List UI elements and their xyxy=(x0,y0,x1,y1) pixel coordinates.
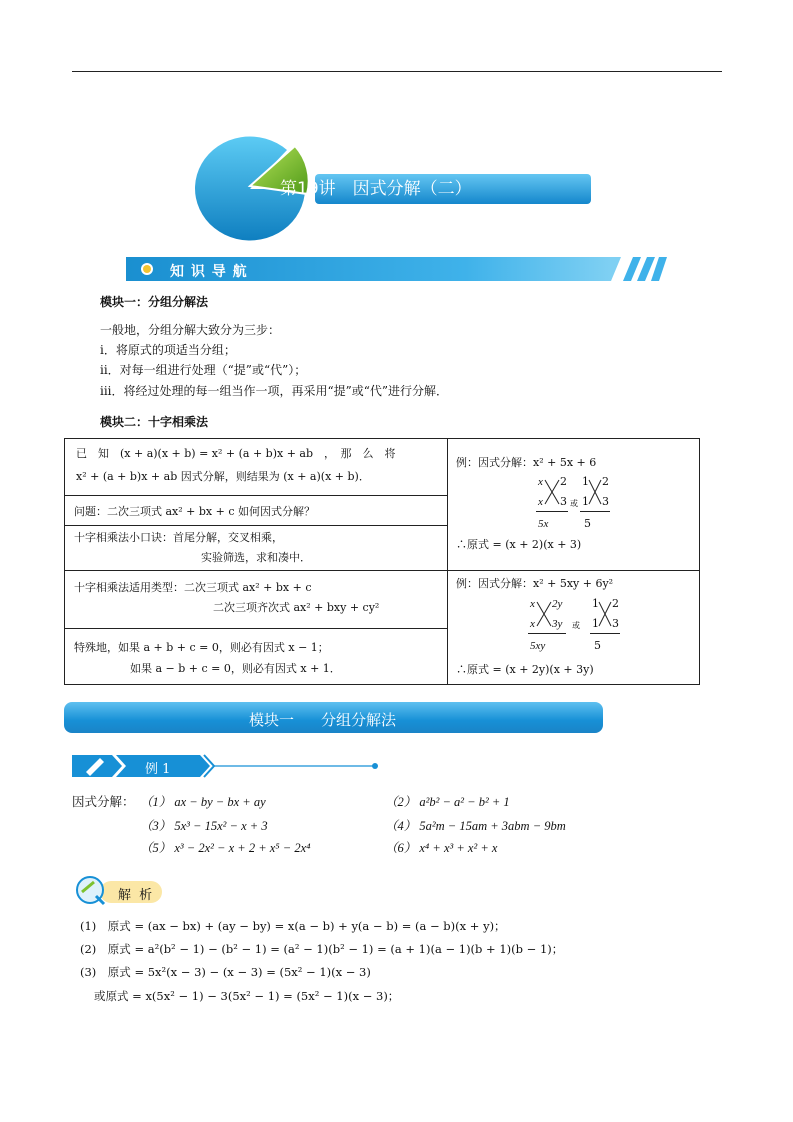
table-example-1-title: 例：因式分解：x² + 5x + 6 xyxy=(456,456,597,469)
cross-diagram-1 xyxy=(530,474,620,534)
or-label: 或 xyxy=(570,499,578,508)
banner-module-label: 模块一 xyxy=(249,711,295,729)
slash-decoration-icon xyxy=(611,257,667,281)
bullet-circle-icon xyxy=(140,262,154,276)
cross-cell: 1 xyxy=(592,617,599,630)
solution-2: (2) 原式 = a²(b² − 1) − (b² − 1) = (a² − 1)(b² − 1) = (a + 1)(a − 1)(b + 1)(b − 1)； xyxy=(80,942,564,956)
knowledge-nav-label: 知 识 导 航 xyxy=(170,264,248,280)
cross-cell: x xyxy=(530,598,535,610)
cross-cell: 3 xyxy=(602,495,609,508)
cross-cell: x xyxy=(530,618,535,630)
cross-cell: 3 xyxy=(560,495,567,508)
or-label: 或 xyxy=(572,621,580,630)
problem-2: （2） a²b² − a² − b² + 1 xyxy=(385,795,510,809)
cross-cell: 2 xyxy=(560,475,567,488)
module2-heading: 模块二：十字相乘法 xyxy=(100,415,209,429)
table-example-2-result: ∴原式 = (x + 2y)(x + 3y) xyxy=(456,663,594,676)
known-line-a: 已 知 (x + a)(x + b) = x² + (a + b)x + ab ， 那 么 将 xyxy=(76,447,396,460)
module1-heading: 模块一：分组分解法 xyxy=(100,295,209,309)
cross-cell: 2y xyxy=(552,598,563,610)
rhyme-line-a: 十字相乘法小口诀：首尾分解，交叉相乘， xyxy=(74,531,283,544)
cross-diagram-2 xyxy=(524,596,624,656)
intro-line: 一般地，分组分解大致分为三步： xyxy=(100,323,281,337)
cross-cell: 2 xyxy=(612,597,619,610)
cross-cell: 1 xyxy=(582,495,589,508)
intro-step-3: iii．将经过处理的每一组当作一项，再采用“提”或“代”进行分解． xyxy=(100,384,449,398)
special-line-b: 如果 a − b + c = 0，则必有因式 x + 1． xyxy=(130,662,341,675)
example-tag-graphic xyxy=(72,752,382,782)
types-line-b: 二次三项齐次式 ax² + bxy + cy² xyxy=(213,601,380,614)
solution-3-alt: 或原式 = x(5x² − 1) − 3(5x² − 1) = (5x² − 1)(x − 3)； xyxy=(94,989,400,1003)
table-example-1-result: ∴原式 = (x + 2)(x + 3) xyxy=(456,538,582,551)
example-tag-label: 例 1 xyxy=(145,762,171,777)
cross-sum: 5xy xyxy=(530,640,546,652)
cross-cell: 3 xyxy=(612,617,619,630)
cross-x-icon xyxy=(598,600,612,630)
special-line-a: 特殊地，如果 a + b + c = 0，则必有因式 x − 1； xyxy=(74,641,329,654)
known-line-b: x² + (a + b)x + ab 因式分解，则结果为 (x + a)(x + b)． xyxy=(76,470,370,483)
cross-cell: x xyxy=(538,496,543,508)
cross-sum: 5x xyxy=(538,518,549,530)
problem-6: （6） x⁴ + x³ + x² + x xyxy=(385,841,498,855)
table-example-2-title: 例：因式分解：x² + 5xy + 6y² xyxy=(456,577,614,590)
cross-sum: 5 xyxy=(584,517,591,530)
intro-step-2: ii．对每一组进行处理（“提”或“代”）； xyxy=(100,363,307,377)
cross-cell: x xyxy=(538,476,543,488)
problem-1: （1） ax − by − bx + ay xyxy=(140,795,266,809)
module-banner xyxy=(64,702,603,733)
cross-x-icon xyxy=(588,478,602,508)
lecture-title: 第19讲 因式分解（二） xyxy=(280,179,472,199)
banner-module-title: 分组分解法 xyxy=(321,711,397,729)
cross-cell: 3y xyxy=(552,618,563,630)
cross-x-icon xyxy=(544,478,560,508)
cross-cell: 1 xyxy=(582,475,589,488)
cross-sum: 5 xyxy=(594,639,601,652)
cross-cell: 2 xyxy=(602,475,609,488)
problem-5: （5） x³ − 2x² − x + 2 + x⁵ − 2x⁴ xyxy=(140,841,311,855)
example-lead: 因式分解： xyxy=(72,794,135,809)
types-line-a: 十字相乘法适用类型：二次三项式 ax² + bx + c xyxy=(74,581,312,594)
solution-1: (1) 原式 = (ax − bx) + (ay − by) = x(a − b) + y(a − b) = (a − b)(x + y)； xyxy=(80,919,506,933)
cross-cell: 1 xyxy=(592,597,599,610)
header-rule xyxy=(72,71,722,72)
intro-step-1: i．将原式的项适当分组； xyxy=(100,343,236,357)
cross-x-icon xyxy=(536,600,552,630)
solution-tag-label: 解 析 xyxy=(118,888,155,903)
question-text: 问题：二次三项式 ax² + bx + c 如何因式分解？ xyxy=(74,505,315,518)
rhyme-line-b: 实验筛选，求和凑中． xyxy=(201,551,311,564)
solution-3: (3) 原式 = 5x²(x − 3) − (x − 3) = (5x² − 1)(x − 3) xyxy=(80,965,371,979)
problem-3: （3） 5x³ − 15x² − x + 3 xyxy=(140,819,268,833)
problem-4: （4） 5a²m − 15am + 3abm − 9bm xyxy=(385,819,566,833)
